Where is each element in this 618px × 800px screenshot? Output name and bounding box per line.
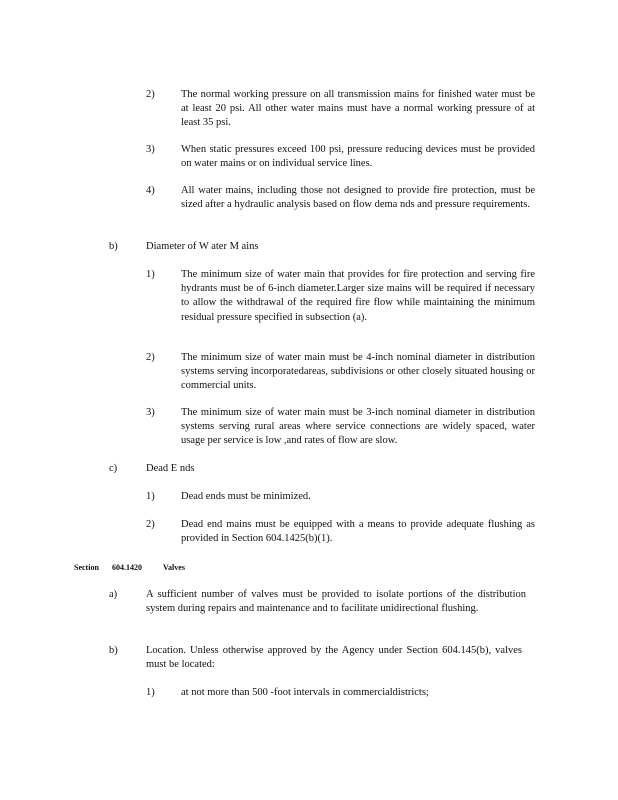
item-text: The minimum size of water main must be 3-inch nominal diameter in distribution systems serving rural areas where service connections are widely spaced, water usage per service is low ,and rates of flow are slow. bbox=[181, 407, 535, 447]
item-label: 4) bbox=[146, 185, 155, 196]
item-label: 2) bbox=[146, 89, 155, 100]
item-text: Dead end mains must be equipped with a means to provide adequate flushing as provided in Section 604.1425(b)(1). bbox=[181, 519, 535, 545]
item-text: The normal working pressure on all transmission mains for finished water must be at least 20 psi. All other water mains must have a normal working pressure of at least 35 psi. bbox=[181, 89, 535, 129]
item-text: Dead ends must be minimized. bbox=[181, 491, 311, 502]
item-label: 3) bbox=[146, 144, 155, 155]
item-label: 1) bbox=[146, 491, 155, 502]
section-number: 604.1420 bbox=[112, 563, 142, 572]
item-text: When static pressures exceed 100 psi, pressure reducing devices must be provided on water mains or on individual service lines. bbox=[181, 144, 535, 170]
item-label: 1) bbox=[146, 687, 155, 698]
subsection-heading: Dead E nds bbox=[146, 463, 195, 474]
item-label: 1) bbox=[146, 269, 155, 280]
item-text: The minimum size of water main that provides for fire protection and serving fire hydrants must be of 6-inch diameter.Larger size mains will be required if necessary to allow the withdrawal of the required fire flow while maintaining the minimum residual pressure specified in subsection (a). bbox=[181, 269, 535, 323]
section-title: Valves bbox=[163, 563, 185, 572]
subsection-label: a) bbox=[109, 589, 118, 600]
subsection-label: b) bbox=[109, 645, 118, 656]
subsection-label: c) bbox=[109, 463, 118, 474]
section-word: Section bbox=[74, 563, 99, 572]
item-label: 3) bbox=[146, 407, 155, 418]
item-label: 2) bbox=[146, 352, 155, 363]
item-text: Location. Unless otherwise approved by the Agency under Section 604.145(b), valves must be located: bbox=[146, 645, 522, 671]
item-text: A sufficient number of valves must be provided to isolate portions of the distribution system during repairs and maintenance and to facilitate unidirectional flushing. bbox=[146, 589, 526, 615]
subsection-heading: Diameter of W ater M ains bbox=[146, 241, 259, 252]
item-label: 2) bbox=[146, 519, 155, 530]
subsection-label: b) bbox=[109, 241, 118, 252]
item-text: at not more than 500 -foot intervals in commercialdistricts; bbox=[181, 687, 429, 698]
item-text: The minimum size of water main must be 4-inch nominal diameter in distribution systems serving incorporatedareas, subdivisions or other closely situated housing or commercial units. bbox=[181, 352, 535, 392]
item-text: All water mains, including those not designed to provide fire protection, must be sized after a hydraulic analysis based on flow dema nds and pressure requirements. bbox=[181, 185, 535, 211]
